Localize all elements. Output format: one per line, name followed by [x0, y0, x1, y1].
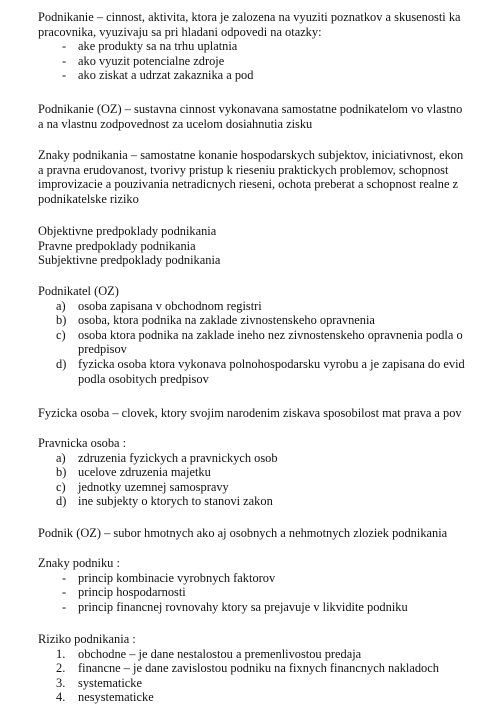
list-marker: c) — [56, 327, 66, 342]
text-line: a pravna erudovanost, tvorivy pristup k rieseniu praktickych problemov, schopnost — [38, 162, 449, 177]
text-line: pracovnika, vyuzivaju sa pri hladani odpovedi na otazky: — [38, 24, 322, 39]
list-marker: b) — [56, 313, 67, 328]
paragraph-znaky-podniku — [38, 556, 490, 614]
lettered-list — [38, 451, 490, 509]
dash-marker: - — [62, 599, 67, 614]
text-line: a na vlastnu zodpovednost za ucelom dosiahnutia zisku — [38, 116, 313, 131]
paragraph-pravnicka-osoba — [38, 436, 490, 509]
list-marker: b) — [56, 465, 67, 480]
list-item-text: systematicke — [78, 675, 142, 690]
list-item-text: podla osobitych predpisov — [78, 371, 209, 386]
list-item-text: ako ziskat a udrzat zakaznika a pod — [78, 68, 254, 83]
text-line: Znaky podnikania – samostatne konanie hospodarskych subjektov, iniciativnost, ekon — [38, 148, 464, 162]
list-item — [38, 68, 490, 83]
list-item-text: princip hospodarnosti — [78, 585, 186, 600]
list-item-text: predpisov — [78, 342, 127, 357]
list-marker: a) — [56, 450, 66, 465]
paragraph-podnik — [38, 526, 490, 541]
list-item-text: osoba ktora podnika na zaklade ineho nez zivnostenskeho opravnenia podla o — [78, 327, 463, 342]
paragraph-podnikatel — [38, 284, 490, 386]
list-item-text: ine subjekty o ktorych to stanovi zakon — [78, 494, 273, 509]
list-marker: 2. — [56, 661, 66, 676]
section-title: Podnikatel (OZ) — [38, 284, 119, 298]
list-item — [38, 661, 490, 676]
list-item — [38, 451, 490, 466]
text-line: Subjektivne predpoklady podnikania — [38, 253, 221, 268]
list-item-text: osoba, ktora podnika na zaklade zivnostenskeho opravnenia — [78, 313, 375, 328]
list-item — [38, 585, 490, 600]
list-item — [38, 54, 490, 69]
list-item-text: princip financnej rovnovahy ktory sa prejavuje v likvidite podniku — [78, 599, 408, 614]
paragraph-podnikanie — [38, 10, 490, 83]
list-item-text: fyzicka osoba ktora vykonava polnohospodarsku vyrobu a je zapisana do evid — [78, 356, 465, 371]
list-item-text: jednotky uzemnej samospravy — [78, 479, 229, 494]
dash-marker: - — [62, 53, 67, 68]
text-line: Podnikanie – cinnost, aktivita, ktora je zalozena na vyuziti poznatkov a skusenosti ka — [38, 10, 461, 24]
paragraph-podnikanie-oz — [38, 102, 490, 131]
text-line: improvizacie a pouzivania netradicnych rieseni, ochota preberat a schopnost realne z — [38, 177, 459, 192]
paragraph-fyzicka-osoba — [38, 406, 490, 421]
list-item-text: ucelove zdruzenia majetku — [78, 465, 211, 480]
list-item — [38, 299, 490, 314]
list-item-text: ake produkty sa na trhu uplatnia — [78, 39, 238, 54]
list-item — [38, 313, 490, 328]
list-marker: c) — [56, 479, 66, 494]
paragraph-riziko-podnikania — [38, 632, 490, 705]
numbered-list — [38, 647, 490, 705]
text-line: podnikatelske riziko — [38, 191, 139, 206]
list-marker: 1. — [56, 646, 66, 661]
list-item — [38, 357, 490, 386]
section-title: Riziko podnikania : — [38, 632, 136, 646]
section-title: Pravnicka osoba : — [38, 436, 127, 450]
list-item-text: nesystematicke — [78, 690, 154, 705]
list-item-text: ako vyuzit potencialne zdroje — [78, 53, 225, 68]
text-line: Pravne predpoklady podnikania — [38, 238, 196, 253]
list-item — [38, 328, 490, 357]
dash-marker: - — [62, 570, 67, 585]
paragraph-predpoklady — [38, 224, 490, 268]
bullet-list — [38, 571, 490, 615]
list-marker: d) — [56, 494, 67, 509]
list-item — [38, 39, 490, 54]
list-item — [38, 690, 490, 705]
list-item-text: obchodne – je dane nestalostou a premenlivostou predaja — [78, 646, 362, 661]
lettered-list — [38, 299, 490, 387]
list-item — [38, 571, 490, 586]
list-marker: d) — [56, 356, 67, 371]
section-title: Znaky podniku : — [38, 556, 120, 570]
dash-marker: - — [62, 585, 67, 600]
list-marker: a) — [56, 298, 66, 313]
list-item-text: osoba zapisana v obchodnom registri — [78, 298, 262, 313]
text-line: Podnikanie (OZ) – sustavna cinnost vykonavana samostatne podnikatelom vo vlastno — [38, 102, 463, 116]
list-item-text: princip kombinacie vyrobnych faktorov — [78, 570, 276, 585]
bullet-list — [38, 39, 490, 83]
list-item-text: zdruzenia fyzickych a pravnickych osob — [78, 450, 278, 465]
list-item-text: financne – je dane zavislostou podniku na fixnych financnych nakladoch — [78, 661, 439, 676]
text-line: Fyzicka osoba – clovek, ktory svojim narodenim ziskava sposobilost mat prava a pov — [38, 406, 462, 420]
list-item — [38, 465, 490, 480]
paragraph-znaky-podnikania — [38, 148, 490, 206]
list-item — [38, 600, 490, 615]
list-marker: 4. — [56, 690, 66, 705]
list-item — [38, 647, 490, 662]
dash-marker: - — [62, 68, 67, 83]
list-item — [38, 480, 490, 495]
text-line: Objektivne predpoklady podnikania — [38, 224, 217, 238]
text-line: Podnik (OZ) – subor hmotnych ako aj osobnych a nehmotnych zloziek podnikania — [38, 526, 448, 540]
list-item — [38, 494, 490, 509]
dash-marker: - — [62, 39, 67, 54]
list-item — [38, 676, 490, 691]
list-marker: 3. — [56, 675, 66, 690]
